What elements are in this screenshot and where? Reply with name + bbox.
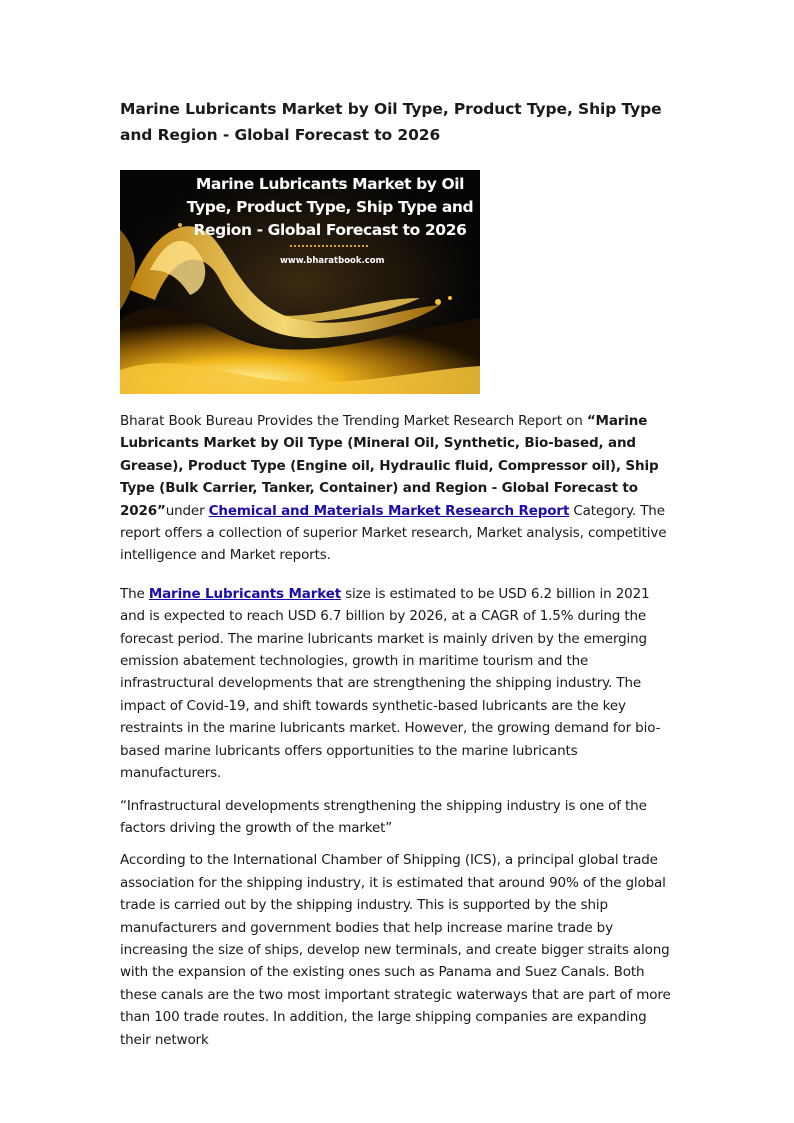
quote-paragraph: “Infrastructural developments strengthening the shipping industry is one of the factors driving the growth of the market” — [120, 797, 647, 836]
banner-url: www.bharatbook.com — [280, 256, 385, 266]
ics-paragraph: According to the International Chamber of Shipping (ICS), a principal global trade association for the shipping industry, it is estimated that around 90% of the global trade is carried out by the shipping industry. This is supported by the ship manufacturers and government bodies that help increase marine trade by increasing the size of ships, develop new terminals, and create bigger straits along with the expansion of the existing ones such as Panama and Suez Canals. Both these canals are the two most important strategic waterways that are part of more than 100 trade routes. In addition, the large shipping companies are expanding their network — [120, 852, 671, 1048]
market-link[interactable]: Marine Lubricants Market — [148, 585, 342, 602]
the-text: The — [120, 585, 149, 602]
market-size-text: size is estimated to be USD 6.2 billion in 2021 and is expected to reach USD 6.7 billion by 2026, at a CAGR of 1.5% during the forecast period. The marine lubricants market is mainly driven by the emerging emission abatement technologies, growth in maritime tourism and the infrastructural developments that are strengthening the shipping industry. The impact of Covid-19, and shift towards synthetic-based lubricants are the key restraints in the marine lubricants market. However, the growing demand for bio-based marine lubricants offers opportunities to the marine lubricants manufacturers. — [120, 585, 661, 782]
report-banner-image — [120, 170, 480, 394]
category-link[interactable]: Chemical and Materials Market Research Report — [208, 502, 570, 519]
intro-paragraph — [120, 410, 676, 567]
under-text: under — [165, 502, 209, 519]
intro-rest-text: Category. The report offers a collection of superior Market research, Market analysis, competitive intelligence and Market reports. — [120, 502, 667, 564]
banner-title: Marine Lubricants Market by Oil Type, Product Type, Ship Type and Region - Global Forecast to 2026 — [186, 175, 474, 239]
report-full-title: “Marine Lubricants Market by Oil Type (Mineral Oil, Synthetic, Bio-based, and Grease), Product Type (Engine oil, Hydraulic fluid, Compressor oil), Ship Type (Bulk Carrier, Tanker, Container) and Region - Global Forecast to 2026” — [120, 413, 659, 519]
intro-text: Bharat Book Bureau Provides the Trending Market Research Report on — [120, 413, 587, 429]
document-page — [120, 96, 676, 1051]
banner-divider — [290, 245, 368, 249]
market-size-paragraph — [120, 583, 676, 785]
page-title: Marine Lubricants Market by Oil Type, Product Type, Ship Type and Region - Global Forecast to 2026 — [120, 100, 662, 144]
